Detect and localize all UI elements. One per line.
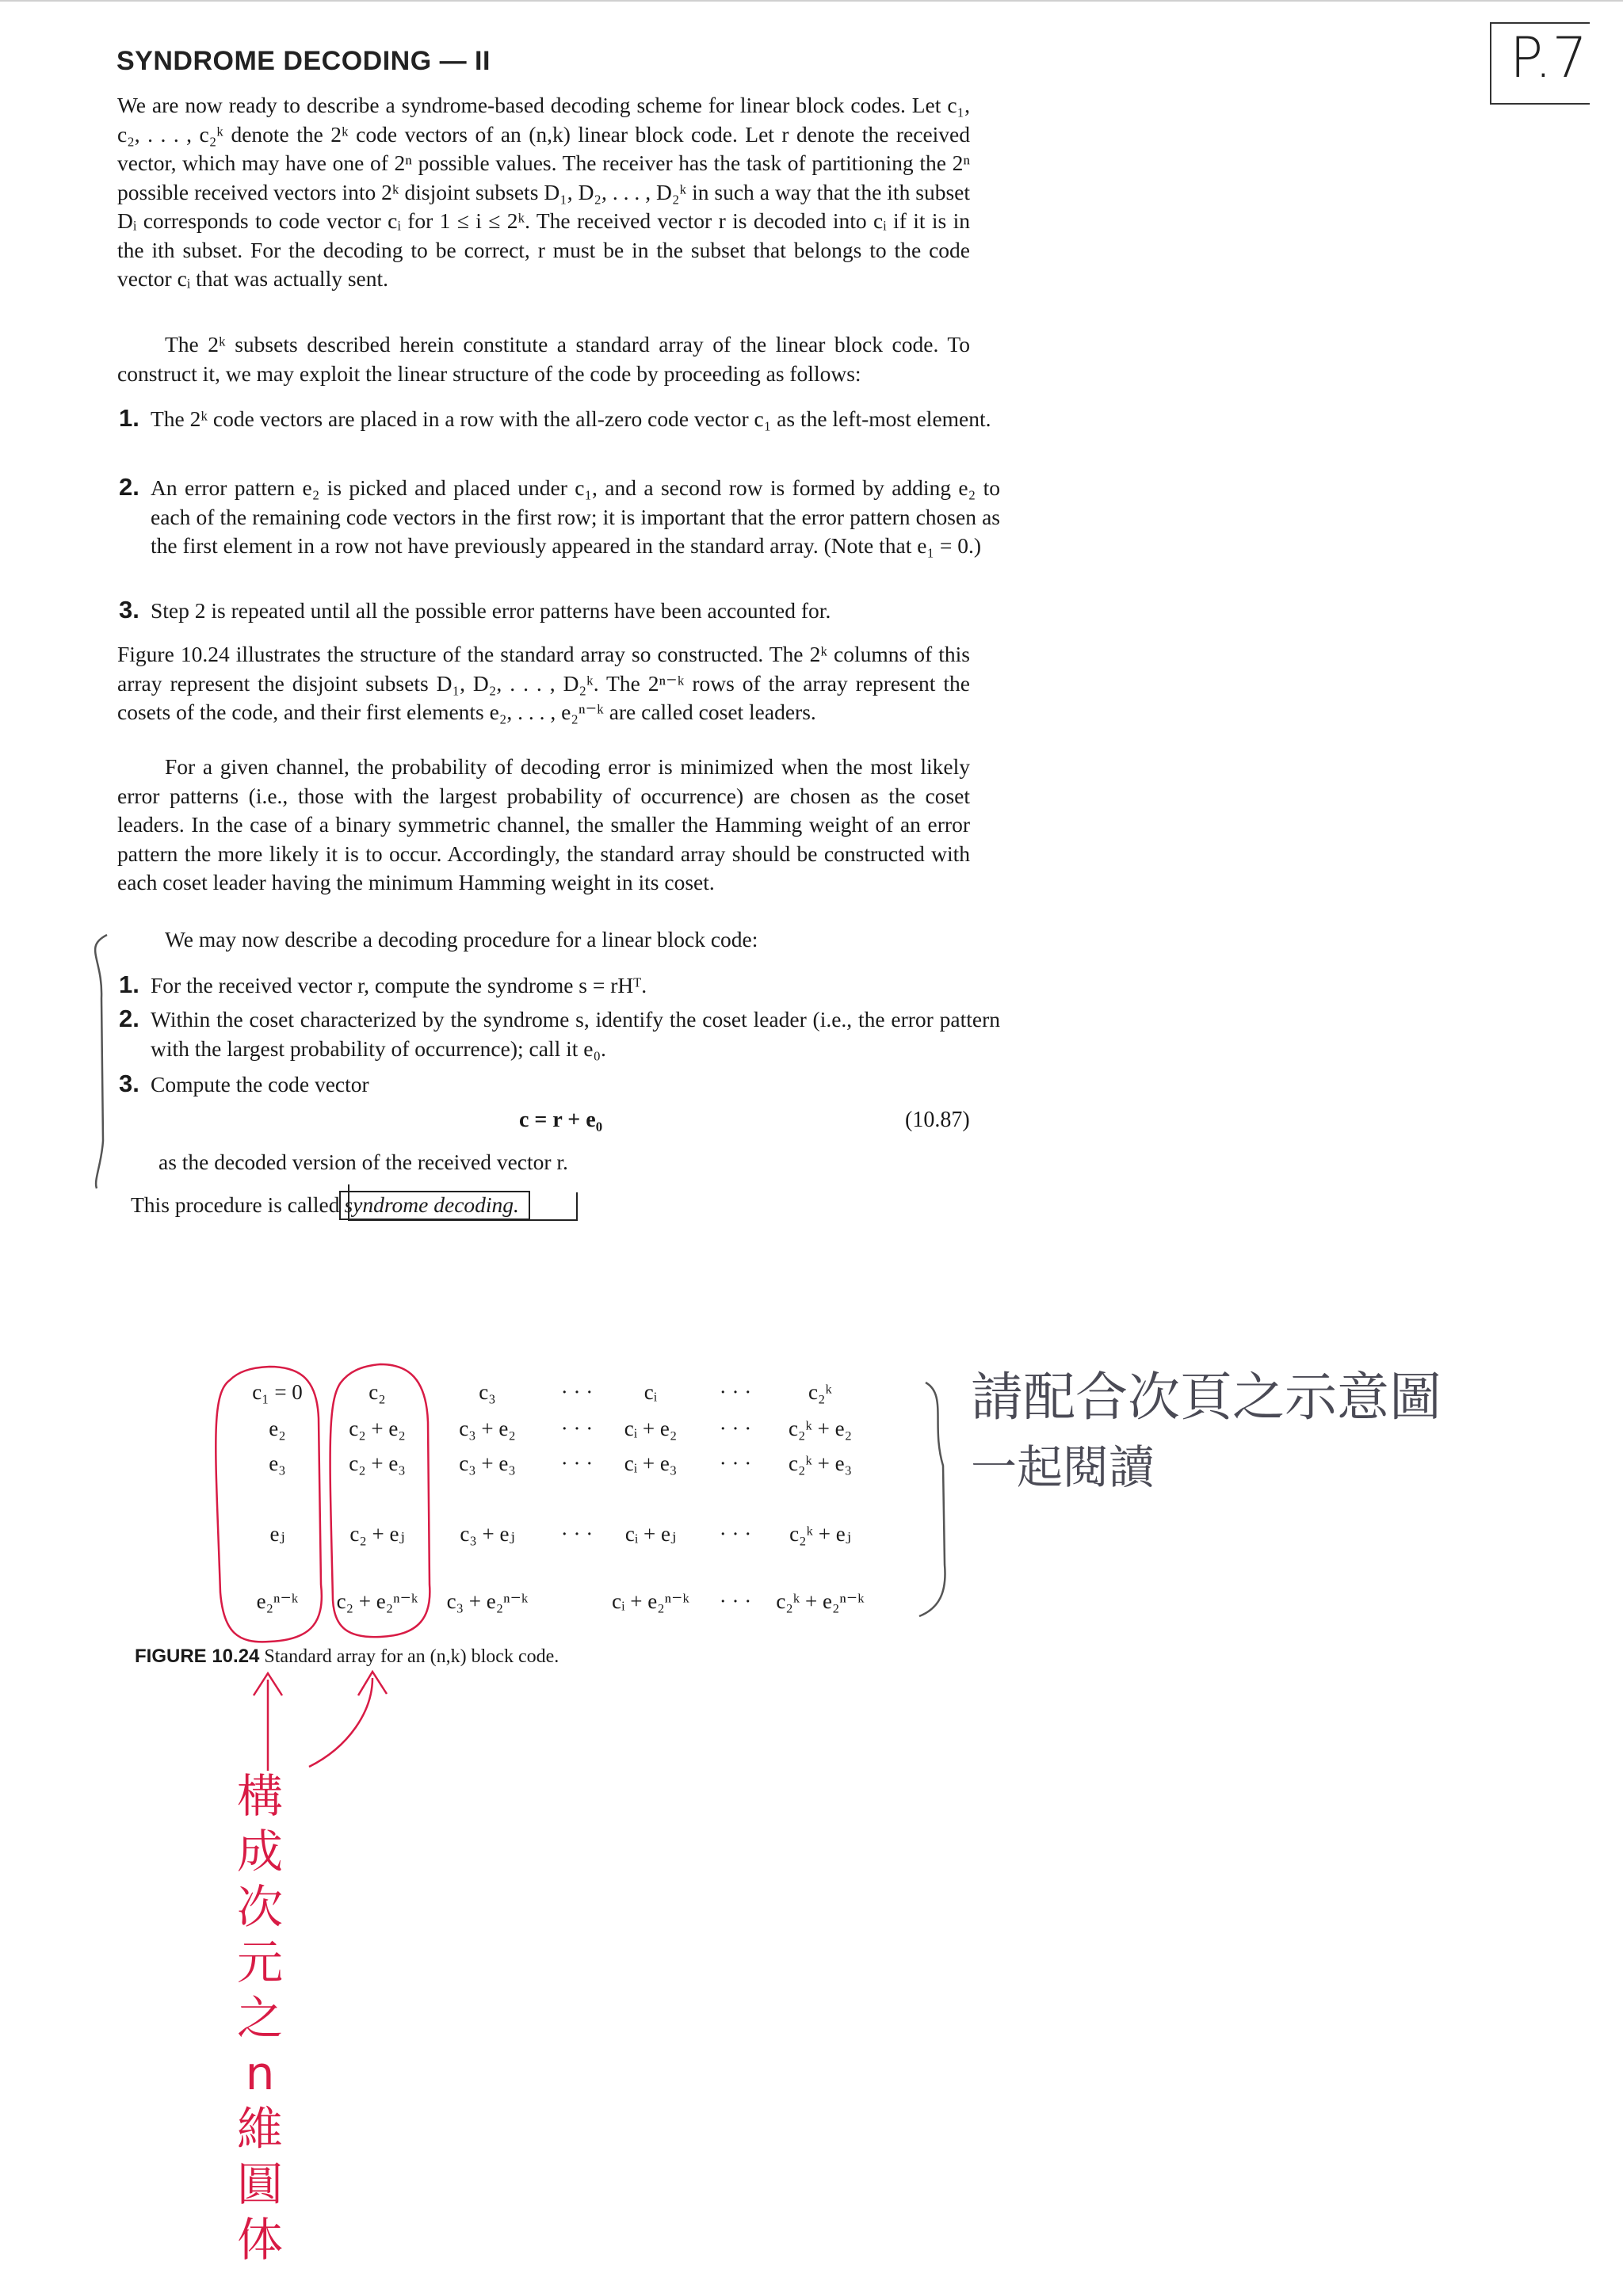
step-number: 1. bbox=[119, 971, 139, 998]
array-cell: eⱼ bbox=[269, 1522, 285, 1546]
array-cell: · · · bbox=[719, 1417, 752, 1440]
array-cell: c₂ᵏ + e₃ bbox=[788, 1451, 853, 1475]
array-cell: c₃ + e₂ⁿ⁻ᵏ bbox=[446, 1589, 529, 1613]
arrow-up-right-mark bbox=[309, 1672, 387, 1767]
array-cell: cᵢ bbox=[643, 1380, 658, 1404]
vertical-char: 体 bbox=[236, 2213, 283, 2267]
array-cell: cᵢ + e₂ bbox=[624, 1417, 678, 1440]
left-brace-mark bbox=[95, 935, 107, 1188]
figure-label: FIGURE 10.24 bbox=[135, 1646, 260, 1667]
array-cell: e₃ bbox=[269, 1451, 286, 1475]
figure-caption-text: Standard array for an (n,k) block code. bbox=[264, 1646, 559, 1667]
paragraph-decoding-procedure: We may now describe a decoding procedure for a linear block code: bbox=[165, 927, 758, 952]
section-title: SYNDROME DECODING — II bbox=[116, 46, 491, 76]
handwritten-note-right bbox=[971, 1363, 1442, 1502]
vertical-char: 元 bbox=[236, 1936, 283, 1989]
step-number: 2. bbox=[119, 473, 139, 501]
array-cell: cᵢ + e₂ⁿ⁻ᵏ bbox=[612, 1589, 689, 1613]
right-brace-mark bbox=[919, 1383, 945, 1616]
paragraph-standard-array: The 2ᵏ subsets described herein constitute a standard array of the linear block code. To construct it, we may exploit the linear structure of the code by proceeding as follows: bbox=[117, 332, 970, 386]
array-cell: · · · bbox=[719, 1589, 752, 1613]
procedure-term: syndrome decoding. bbox=[339, 1191, 529, 1220]
array-cell: c₂ᵏ bbox=[808, 1380, 832, 1404]
array-cell: · · · bbox=[560, 1380, 594, 1404]
array-cell: c₂ᵏ + e₂ bbox=[788, 1417, 853, 1440]
array-cell: e₂ⁿ⁻ᵏ bbox=[256, 1589, 299, 1613]
paragraph-figure-description: Figure 10.24 illustrates the structure of the standard array so constructed. The 2ᵏ columns of this array represent the disjoint subsets D₁, D₂, . . . , D₂ᵏ. The 2ⁿ⁻ᵏ rows of the array represent the cosets of the code, and their first elements e₂, . . . , e₂ⁿ⁻ᵏ are called coset leaders. bbox=[117, 642, 970, 724]
array-cell: c₃ + eⱼ bbox=[460, 1522, 515, 1546]
step-text: The 2ᵏ code vectors are placed in a row with the all-zero code vector c₁ as the left-most element. bbox=[151, 406, 991, 431]
vertical-char: 圓 bbox=[236, 2157, 283, 2211]
array-cell: c₂ + e₃ bbox=[349, 1451, 406, 1475]
array-cell: · · · bbox=[560, 1522, 594, 1546]
array-cell: e₂ bbox=[269, 1417, 286, 1440]
note-line-2: 一起閱讀 bbox=[971, 1440, 1155, 1494]
step-number: 2. bbox=[119, 1005, 139, 1032]
equation-followup: as the decoded version of the received vector r. bbox=[158, 1150, 568, 1174]
note-line-1: 請配合次頁之示意圖 bbox=[971, 1367, 1442, 1428]
equation-number: (10.87) bbox=[905, 1108, 970, 1132]
step-number: 1. bbox=[119, 404, 139, 432]
array-cell: cᵢ + e₃ bbox=[624, 1451, 678, 1475]
array-cell: · · · bbox=[560, 1451, 594, 1475]
array-cell: c₂ᵏ + e₂ⁿ⁻ᵏ bbox=[776, 1589, 865, 1613]
vertical-char: 次 bbox=[236, 1880, 283, 1934]
array-cell: · · · bbox=[719, 1522, 752, 1546]
vertical-char: 成 bbox=[236, 1825, 283, 1878]
array-cell: · · · bbox=[719, 1451, 752, 1475]
term-underline-mark bbox=[349, 1184, 577, 1220]
vertical-char: 之 bbox=[236, 1991, 283, 2045]
array-cell: c₃ + e₃ bbox=[459, 1451, 516, 1475]
figure-caption bbox=[135, 1646, 559, 1668]
vertical-char: n bbox=[245, 2046, 275, 2100]
array-cell: c₂ + e₂ⁿ⁻ᵏ bbox=[336, 1589, 418, 1613]
step-number: 3. bbox=[119, 596, 139, 624]
step-text: Compute the code vector bbox=[151, 1072, 369, 1097]
page-mark: P.7 bbox=[1510, 25, 1588, 90]
array-cell: c₃ + e₂ bbox=[459, 1417, 516, 1440]
array-cell: c₂ + e₂ bbox=[349, 1417, 406, 1440]
array-cell: c₂ bbox=[369, 1380, 386, 1404]
step-number: 3. bbox=[119, 1070, 139, 1097]
step-text: Within the coset characterized by the syndrome s, identify the coset leader (i.e., the error pattern with the largest probability of occurrence); call it e₀. bbox=[151, 1007, 1000, 1061]
vertical-char: 維 bbox=[236, 2102, 283, 2156]
array-cell: c₂ᵏ + eⱼ bbox=[789, 1522, 851, 1546]
array-cell: · · · bbox=[719, 1380, 752, 1404]
equation: c = r + e₀ bbox=[519, 1108, 603, 1132]
array-cell: c₂ + eⱼ bbox=[349, 1522, 405, 1546]
array-cell: cᵢ + eⱼ bbox=[624, 1522, 677, 1546]
array-cell: c₃ bbox=[479, 1380, 496, 1404]
paragraph-coset-leaders: For a given channel, the probability of decoding error is minimized when the most likely error patterns (i.e., those with the largest probability of occurrence) are chosen as the coset leaders. In the case of a binary symmetric channel, the smaller the Hamming weight of an error pattern the more likely it is to occur. Accordingly, the standard array should be constructed with each coset leader having the minimum Hamming weight in its coset. bbox=[117, 754, 970, 894]
handwritten-vertical-note bbox=[228, 1768, 292, 2267]
step-text: Step 2 is repeated until all the possible error patterns have been accounted for. bbox=[151, 598, 831, 623]
vertical-char: 構 bbox=[236, 1769, 283, 1823]
paragraph-intro: We are now ready to describe a syndrome-based decoding scheme for linear block codes. Let c₁, c₂, . . . , c₂ᵏ denote the 2ᵏ code vectors of an (n,k) linear block code. Let r denote the received vector, which may have one of 2ⁿ possible values. The receiver has the task of partitioning the 2ⁿ possible received vectors into 2ᵏ disjoint subsets D₁, D₂, . . . , D₂ᵏ in such a way that the ith subset Dᵢ corresponds to code vector cᵢ for 1 ≤ i ≤ 2ᵏ. The received vector r is decoded into cᵢ if it is in the ith subset. For the decoding to be correct, r must be in the subset that belongs to the code vector cᵢ that was actually sent. bbox=[117, 93, 970, 291]
step-text: For the received vector r, compute the syndrome s = rHᵀ. bbox=[151, 973, 647, 997]
arrow-up-left-mark bbox=[254, 1673, 282, 1771]
array-cell: c₁ = 0 bbox=[252, 1380, 303, 1404]
procedure-prefix: This procedure is called bbox=[131, 1192, 340, 1217]
step-text: An error pattern e₂ is picked and placed under c₁, and a second row is formed by adding e₂ to each of the remaining code vectors in the first row; it is important that the error pattern chosen as the first element in a row not have previously appeared in the standard array. (Note that e₁ = 0.) bbox=[151, 475, 1000, 558]
array-cell: · · · bbox=[560, 1417, 594, 1440]
